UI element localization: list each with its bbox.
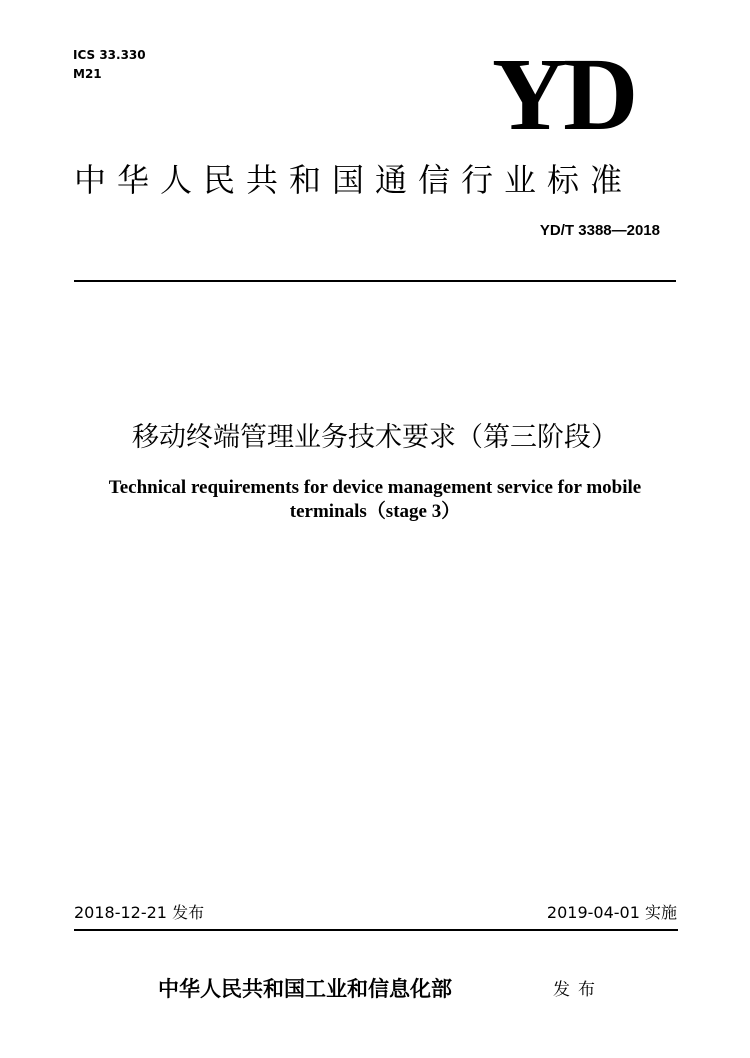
document-title-chinese: 移动终端管理业务技术要求（第三阶段） [132, 422, 618, 453]
english-title-line-1: Technical requirements for device management service for mobile [108, 477, 642, 498]
implement-date: 2019-04-01 实施 [546, 903, 677, 922]
standard-type-title: 中华人民共和国通信行业标准 [74, 161, 634, 199]
yd-logo: YD [492, 37, 635, 152]
english-title-line-2: terminals（stage 3） [289, 501, 461, 522]
ics-code: ICS 33.330 [73, 48, 146, 62]
standard-number: YD/T 3388—2018 [539, 222, 660, 239]
document-title-english [70, 476, 680, 524]
bottom-divider [74, 929, 678, 931]
classification-code: M21 [73, 67, 102, 81]
ics-block [73, 46, 146, 84]
issue-label: 发布 [553, 980, 603, 1000]
issuing-authority: 中华人民共和国工业和信息化部 [158, 976, 452, 1001]
top-divider [74, 280, 676, 282]
publish-date: 2018-12-21 发布 [74, 903, 205, 922]
